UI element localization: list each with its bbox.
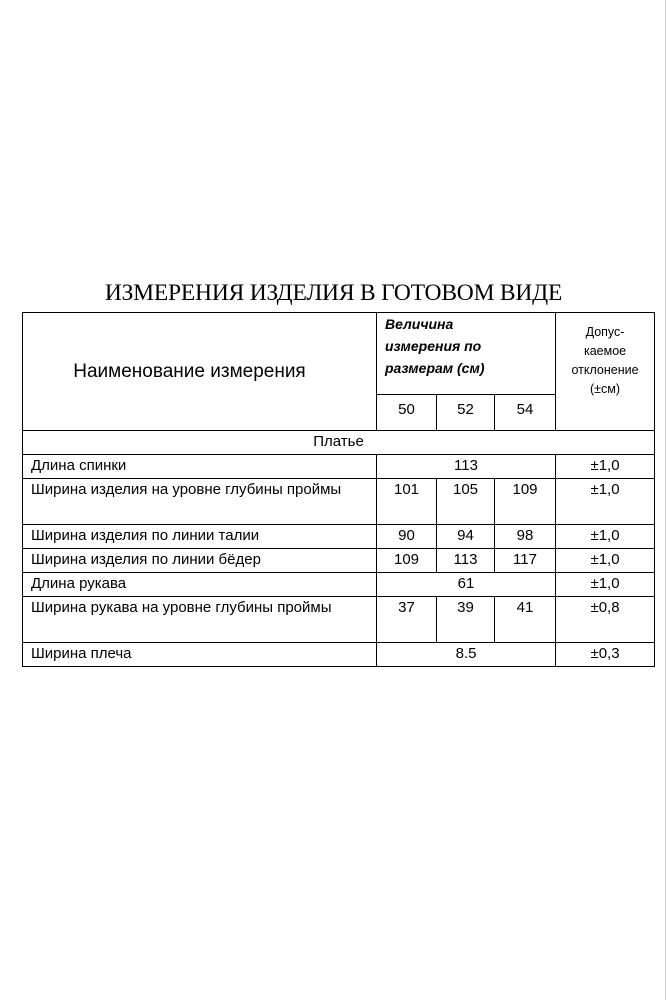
table-row: [23, 643, 655, 667]
table-row: [23, 549, 655, 573]
row-value: 113: [437, 549, 495, 573]
header-name: Наименование измерения: [23, 313, 377, 431]
row-value: 109: [495, 479, 556, 525]
row-name: Ширина изделия по линии бёдер: [23, 549, 377, 573]
size-header: 50: [377, 395, 437, 431]
table-row: [23, 573, 655, 597]
header-value-line: размерам (см): [385, 360, 485, 376]
row-name: Ширина изделия по линии талии: [23, 525, 377, 549]
row-tolerance: ±1,0: [556, 573, 655, 597]
row-value: 105: [437, 479, 495, 525]
row-value: 90: [377, 525, 437, 549]
table-row: [23, 525, 655, 549]
row-tolerance: ±1,0: [556, 525, 655, 549]
row-value: 101: [377, 479, 437, 525]
header-value-line: измерения по: [385, 338, 482, 354]
header-tolerance-line: Допус-: [585, 325, 625, 339]
row-name: Ширина изделия на уровне глубины проймы: [23, 479, 377, 525]
size-header: 52: [437, 395, 495, 431]
document-title: ИЗМЕРЕНИЯ ИЗДЕЛИЯ В ГОТОВОМ ВИДЕ: [104, 280, 563, 306]
header-tolerance-line: (±см): [590, 382, 621, 396]
row-name: Ширина плеча: [23, 643, 377, 667]
row-value: 37: [377, 597, 437, 643]
row-tolerance: ±1,0: [556, 549, 655, 573]
table-row: [23, 479, 655, 525]
measurements-table: [22, 312, 655, 667]
row-value: 94: [437, 525, 495, 549]
table-row: [23, 455, 655, 479]
section-title: Платье: [23, 431, 655, 455]
row-value: 109: [377, 549, 437, 573]
row-name: Длина спинки: [23, 455, 377, 479]
row-tolerance: ±1,0: [556, 455, 655, 479]
row-tolerance: ±0,3: [556, 643, 655, 667]
row-value: 8.5: [377, 643, 556, 667]
row-value: 113: [377, 455, 556, 479]
header-tolerance-line: каемое: [583, 344, 627, 358]
row-tolerance: ±1,0: [556, 479, 655, 525]
row-name: Длина рукава: [23, 573, 377, 597]
header-tolerance-line: отклонение: [571, 363, 639, 377]
row-value: 41: [495, 597, 556, 643]
table-row: [23, 597, 655, 643]
row-value: 98: [495, 525, 556, 549]
row-name: Ширина рукава на уровне глубины проймы: [23, 597, 377, 643]
header-value: [377, 313, 556, 395]
row-value: 61: [377, 573, 556, 597]
size-header: 54: [495, 395, 556, 431]
row-value: 117: [495, 549, 556, 573]
row-tolerance: ±0,8: [556, 597, 655, 643]
header-value-line: Величина: [385, 316, 454, 332]
row-value: 39: [437, 597, 495, 643]
header-tolerance: [556, 313, 655, 431]
